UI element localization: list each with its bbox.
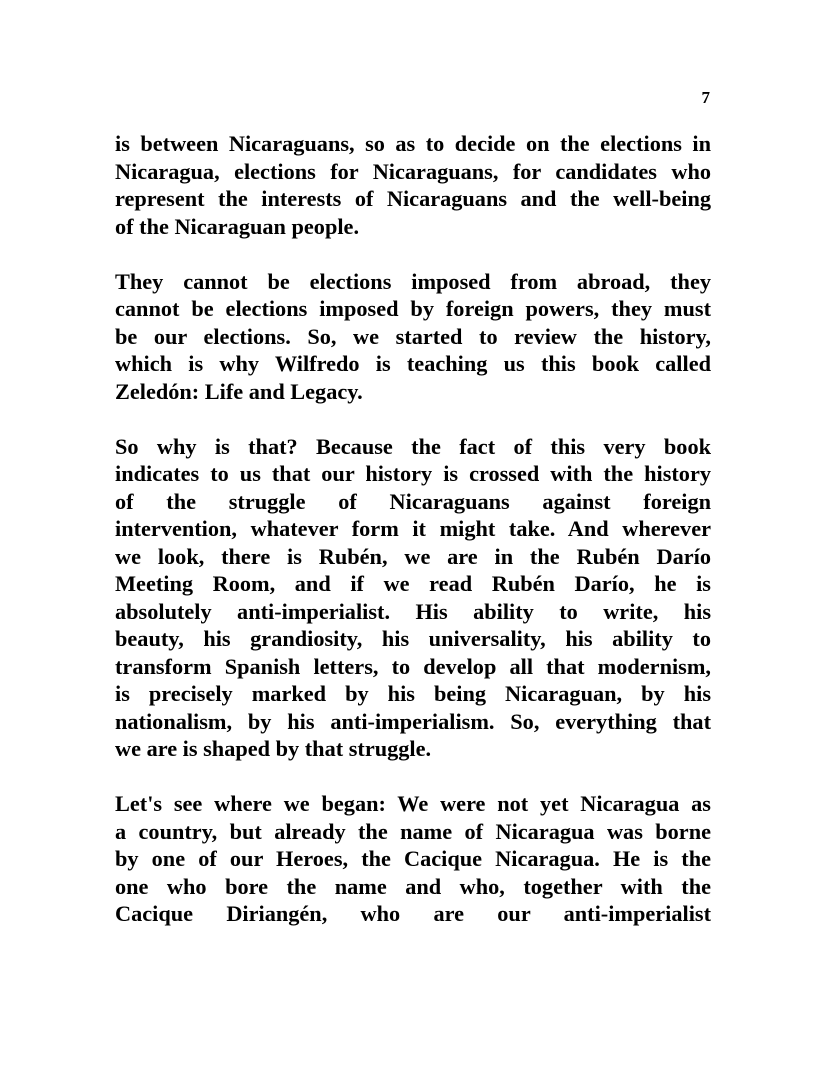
paragraph [115, 130, 711, 240]
text-line: absolutely anti-imperialist. His ability to write, his [115, 598, 711, 624]
text-line: Meeting Room, and if we read Rubén Darío, he is [115, 571, 711, 596]
text-line: be our elections. So, we started to review the history, [115, 323, 711, 349]
text-line: represent the interests of Nicaraguans and the well-being [115, 186, 711, 211]
body-text [115, 130, 711, 955]
text-line: of the Nicaraguan people. [115, 213, 360, 239]
text-line: Let's see where we began: We were not yet Nicaragua as [115, 791, 711, 816]
text-line: cannot be elections imposed by foreign powers, they must [115, 296, 711, 321]
text-line: indicates to us that our history is crossed with the history [115, 461, 711, 486]
text-line: Nicaragua, elections for Nicaraguans, for candidates who [115, 158, 711, 184]
text-line: we look, there is Rubén, we are in the Rubén Darío [115, 543, 711, 569]
text-line: by one of our Heroes, the Cacique Nicaragua. He is the [115, 846, 711, 871]
text-line: intervention, whatever form it might take. And wherever [115, 516, 711, 541]
text-line: beauty, his grandiosity, his universality, his ability to [115, 626, 711, 651]
text-line: a country, but already the name of Nicaragua was borne [115, 818, 711, 844]
paragraph [115, 433, 711, 763]
text-line: So why is that? Because the fact of this very book [115, 433, 711, 459]
text-line: They cannot be elections imposed from abroad, they [115, 268, 711, 294]
text-line: is between Nicaraguans, so as to decide on the elections in [115, 131, 711, 156]
text-line: nationalism, by his anti-imperialism. So, everything that [115, 708, 711, 734]
paragraph [115, 790, 711, 928]
text-line: transform Spanish letters, to develop all that modernism, [115, 653, 711, 679]
text-line: we are is shaped by that struggle. [115, 736, 432, 761]
text-line: Cacique Diriangén, who are our anti-imperialist [115, 901, 711, 926]
text-line: Zeledón: Life and Legacy. [115, 378, 363, 404]
text-line: is precisely marked by his being Nicaraguan, by his [115, 681, 711, 706]
paragraph [115, 268, 711, 406]
text-line: of the struggle of Nicaraguans against foreign [115, 488, 711, 514]
page-number: 7 [701, 88, 710, 107]
text-line: which is why Wilfredo is teaching us this book called [115, 351, 711, 376]
text-line: one who bore the name and who, together with the [115, 873, 711, 899]
